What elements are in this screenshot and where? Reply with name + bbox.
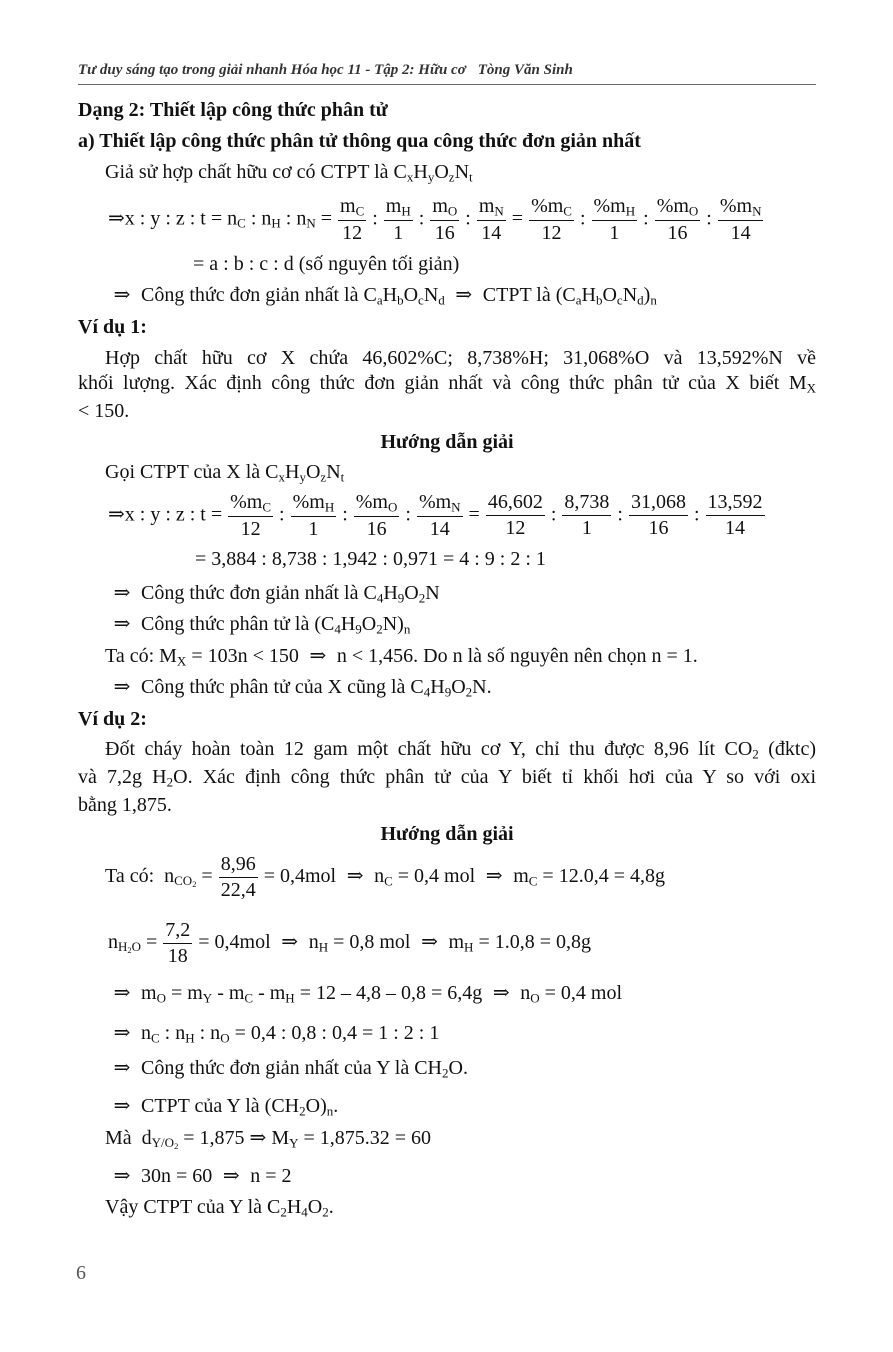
example1-problem-line2: khối lượng. Xác định công thức đơn giản nhất và công thức phân tử của X biết $M_X$ [78, 372, 816, 396]
example1-guide-title: Hướng dẫn giải [380, 431, 514, 453]
theory-ratio-formula: ⇒x : y : z : $t = n_C$ : $n_H$ : $n_N$ = $\frac{m_C}{12}$ : $\frac{m_H}{1}$ : $\frac{m_O}{16}$ : $\frac{m_N}{14}$ = $\frac{\%m_C}{12}$ : $\frac{\%m_H}{1}$ : $\frac{\%m_O}{16}$ : $\frac{\%m_N}{14}$ [108, 195, 762, 244]
example2-problem-line3: bằng 1,875. [78, 794, 172, 816]
example2-density: Mà $d_{Y/O_2} = 1,875$ ⇒ $M_Y = 1,875.32 = 60$ [105, 1127, 432, 1152]
example1-problem-line3: < 150. [78, 400, 130, 422]
section-subtitle: a) Thiết lập công thức phân tử thông qua công thức đơn giản nhất [78, 130, 641, 152]
example1-call: Gọi CTPT của X là $C_xH_yO_zN_t$ [105, 461, 345, 485]
theory-simplest: = a : b : c : d (số nguyên tối giản) [193, 253, 460, 275]
example1-label: Ví dụ 1: [78, 316, 147, 338]
example2-solve-n: ⇒ 30n = 60 ⇒ n = 2 [113, 1165, 292, 1187]
example2-co2-line: Ta có: $n_{CO_2}$ = $\frac{8,96}{22,4}$ = 0,4mol ⇒ $n_C = 0,4$ mol ⇒ $m_C = 12.0,4 = 4,8g$ [105, 853, 665, 901]
page-number: 6 [76, 1262, 86, 1284]
example1-final: ⇒ Công thức phân tử của X cũng là $C_4H_9O_2N$. [113, 676, 492, 700]
example2-molecular-formula: ⇒ CTPT của Y là $(CH_2O)_n$. [113, 1095, 339, 1119]
example1-ratio-formula: ⇒x : y : z : t = $\frac{\%m_C}{12}$ : $\frac{\%m_H}{1}$ : $\frac{\%m_O}{16}$ : $\frac{\%m_N}{14}$ = $\frac{46,602}{12}$ : $\frac{8,738}{1}$ : $\frac{31,068}{16}$ : $\frac{13,592}{14}$ [108, 491, 763, 540]
theory-conclusion: ⇒ Công thức đơn giản nhất là $C_aH_bO_cN_d$ ⇒ CTPT là $(C_aH_bO_cN_d)_n$ [113, 284, 657, 308]
author-name: Tòng Văn Sinh [477, 62, 573, 78]
running-header [78, 62, 573, 79]
example2-ratio-line: ⇒ $n_C$ : $n_H$ : $n_O = 0,4$ : 0,8 : 0,4 = 1 : 2 : 1 [113, 1022, 440, 1046]
theory-assume: Giả sử hợp chất hữu cơ có CTPT là $C_xH_yO_zN_t$ [105, 161, 473, 185]
example2-simplest-formula: ⇒ Công thức đơn giản nhất của Y là $CH_2O$. [113, 1057, 468, 1081]
example2-h2o-line: $n_{H_2O}$ = $\frac{7,2}{18}$ = 0,4mol ⇒ $n_H = 0,8$ mol ⇒ $m_H = 1.0,8 = 0,8g$ [108, 919, 591, 967]
example2-o-line: ⇒ $m_O = m_Y - m_C - m_H = 12 - 4,8 - 0,8 = 6,4g$ ⇒ $n_O = 0,4$ mol [113, 982, 623, 1006]
example2-final: Vậy CTPT của Y là $C_2H_4O_2$. [105, 1196, 334, 1220]
example1-ratio-values: = 3,884 : 8,738 : 1,942 : 0,971 = 4 : 9 : 2 : 1 [195, 548, 546, 570]
example2-label: Ví dụ 2: [78, 708, 147, 730]
example1-problem-line1: Hợp chất hữu cơ X chứa 46,602%C; 8,738%H; 31,068%O và 13,592%N về [105, 347, 816, 369]
example1-simplest-formula: ⇒ Công thức đơn giản nhất là $C_4H_9O_2N$ [113, 582, 440, 606]
example2-problem-line1: Đốt cháy hoàn toàn 12 gam một chất hữu cơ Y, chỉ thu được 8,96 lít $CO_2$ (đktc) [105, 738, 816, 762]
example2-problem-line2: và 7,2g $H_2O$. Xác định công thức phân tử của Y biết tỉ khối hơi của Y so với oxi [78, 766, 816, 790]
example2-guide-title: Hướng dẫn giải [380, 823, 514, 845]
header-rule [78, 84, 816, 85]
section-title: Dạng 2: Thiết lập công thức phân tử [78, 99, 388, 121]
example1-molecular-formula: ⇒ Công thức phân tử là $(C_4H_9O_2N)_n$ [113, 613, 411, 637]
example1-mass-calc: Ta có: $M_X = 103n < 150$ ⇒ n < 1,456. Do n là số nguyên nên chọn n = 1. [105, 645, 698, 669]
book-title: Tư duy sáng tạo trong giải nhanh Hóa học 11 - Tập 2: Hữu cơ [78, 62, 466, 78]
